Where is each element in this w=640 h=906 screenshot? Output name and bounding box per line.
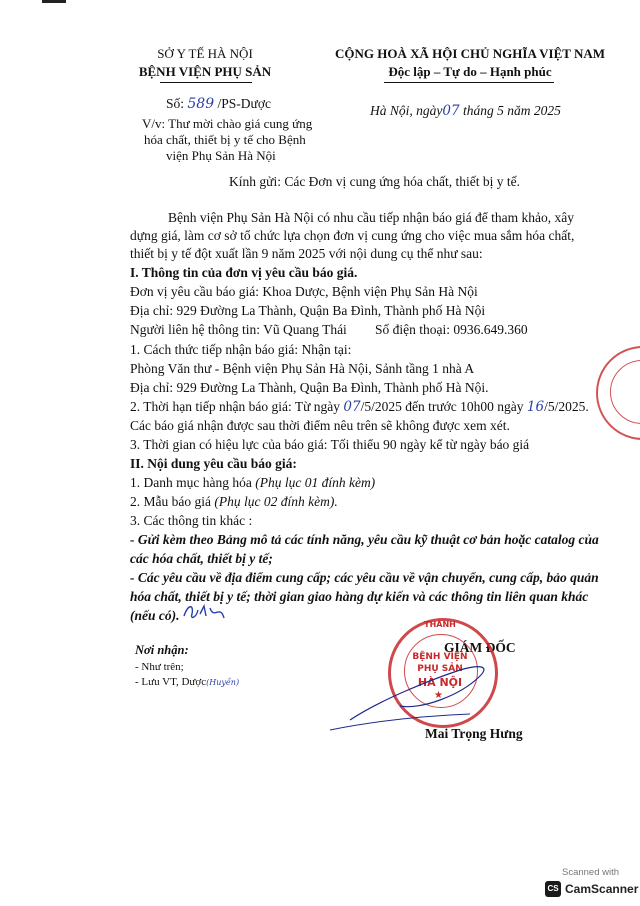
recipient-2	[135, 676, 239, 688]
item-1-text: 1. Danh mục hàng hóa	[130, 475, 252, 490]
validity: 3. Thời gian có hiệu lực của báo giá: Tối thiểu 90 ngày kể từ ngày báo giá	[130, 437, 530, 452]
intro-line-3: thiết bị y tế đột xuất lần 9 năm 2025 với nội dung cụ thể như sau:	[130, 246, 483, 261]
top-mark	[42, 0, 66, 3]
bullet-1-line-2: các hóa chất, thiết bị y tế;	[130, 551, 273, 566]
stamp-line-3: HÀ NỘI	[417, 676, 463, 689]
bullet-2-line-3: (nếu có).	[130, 608, 180, 623]
deadline-prefix: 2. Thời hạn tiếp nhận báo giá: Từ ngày	[130, 399, 341, 414]
requesting-unit: Đơn vị yêu cầu báo giá: Khoa Dược, Bệnh viện Phụ Sản Hà Nội	[130, 284, 478, 299]
number-value: 589	[187, 96, 215, 112]
subject-line-3: viện Phụ Sản Hà Nội	[166, 148, 276, 163]
date-day: 07	[442, 103, 460, 119]
number-label: Số:	[166, 96, 185, 111]
bullet-2-line-1: - Các yêu cầu về địa điểm cung cấp; các yêu cầu về vận chuyển, cung cấp, bảo quản	[130, 570, 599, 585]
hospital-underline	[160, 82, 252, 83]
bullet-1-line-1: - Gửi kèm theo Bảng mô tả các tính năng, yêu cầu kỹ thuật cơ bản hoặc catalog của	[130, 532, 599, 547]
item-1	[130, 475, 375, 491]
director-signature	[310, 640, 520, 740]
country-name: CỘNG HOÀ XÃ HỘI CHỦ NGHĨA VIỆT NAM	[334, 46, 606, 61]
motto: Độc lập – Tự do – Hạnh phúc	[388, 64, 552, 79]
initials-signature	[180, 600, 230, 624]
recipient-1: - Như trên;	[135, 661, 184, 673]
deadline-suffix: /5/2025.	[544, 399, 589, 414]
signer-name: Mai Trọng Hưng	[425, 726, 523, 741]
stamp-line-2: PHỤ SẢN	[417, 664, 463, 674]
motto-underline	[384, 82, 554, 83]
date-suffix: tháng 5 năm 2025	[462, 103, 561, 118]
department-name: SỞ Y TẾ HÀ NỘI	[157, 46, 253, 61]
unit-address: Địa chỉ: 929 Đường La Thành, Quận Ba Đình, Thành phố Hà Nội	[130, 303, 486, 318]
intro-line-1: Bệnh viện Phụ Sản Hà Nội có nhu cầu tiếp nhận báo giá để tham khảo, xây	[168, 210, 575, 225]
hospital-name: BỆNH VIỆN PHỤ SẢN	[138, 64, 272, 79]
contact-person: Người liên hệ thông tin: Vũ Quang Thái	[130, 322, 347, 337]
item-2	[130, 494, 338, 510]
item-1-note: (Phụ lục 01 đính kèm)	[255, 475, 376, 490]
camscanner-logo-icon: CS	[545, 881, 561, 897]
section-1-heading: I. Thông tin của đơn vị yêu cầu báo giá.	[130, 265, 358, 280]
recipient-2-handwritten: (Huyền)	[206, 678, 240, 687]
deadline-mid: /5/2025 đến trước 10h00 ngày	[360, 399, 524, 414]
stamp-line-1: BỆNH VIỆN	[412, 652, 468, 662]
greeting: Kính gửi: Các Đơn vị cung ứng hóa chất, thiết bị y tế.	[229, 174, 520, 189]
scanned-with-label: Scanned with	[562, 867, 620, 878]
section-2-heading: II. Nội dung yêu cầu báo giá:	[130, 456, 297, 471]
receive-method: 1. Cách thức tiếp nhận báo giá: Nhận tại:	[130, 342, 352, 357]
receiving-address: Địa chỉ: 929 Đường La Thành, Quận Ba Đình, Thành phố Hà Nội.	[130, 380, 489, 395]
issue-date	[370, 103, 561, 119]
stamp-top-text: THÀNH	[424, 620, 456, 629]
item-2-text: 2. Mẫu báo giá	[130, 494, 211, 509]
intro-line-2: dựng giá, làm cơ sở tổ chức lựa chọn đơn vị cung ứng cho việc mua sắm hóa chất,	[130, 228, 575, 243]
subject-line-1: V/v: Thư mời chào giá cung ứng	[142, 116, 313, 131]
bullet-2-line-2: hóa chất, thiết bị y tế; thời gian giao hàng dự kiến và các thông tin liên quan khác	[130, 589, 589, 604]
document-number	[166, 96, 271, 112]
date-prefix: Hà Nội, ngày	[370, 103, 443, 118]
subject-line-2: hóa chất, thiết bị y tế cho Bệnh	[144, 132, 306, 147]
camscanner-badge	[545, 880, 638, 898]
recipients-label: Nơi nhận:	[135, 643, 189, 657]
number-suffix: /PS-Dược	[217, 96, 271, 111]
stamp-star: ★	[434, 690, 443, 701]
late-note: Các báo giá nhận được sau thời điểm nêu trên sẽ không được xem xét.	[130, 418, 510, 433]
camscanner-name: CamScanner	[565, 882, 639, 896]
receiving-office: Phòng Văn thư - Bệnh viện Phụ Sản Hà Nội, Sảnh tầng 1 nhà A	[130, 361, 475, 376]
recipient-2-text: - Lưu VT, Dược	[135, 676, 207, 688]
item-3: 3. Các thông tin khác :	[130, 513, 253, 528]
deadline-day-2: 16	[526, 399, 545, 415]
deadline	[130, 399, 589, 415]
signer-title: GIÁM ĐỐC	[444, 640, 516, 655]
deadline-day-1: 07	[343, 399, 361, 415]
contact-phone: Số điện thoại: 0936.649.360	[375, 322, 528, 337]
item-2-note: (Phụ lục 02 đính kèm).	[214, 494, 338, 509]
